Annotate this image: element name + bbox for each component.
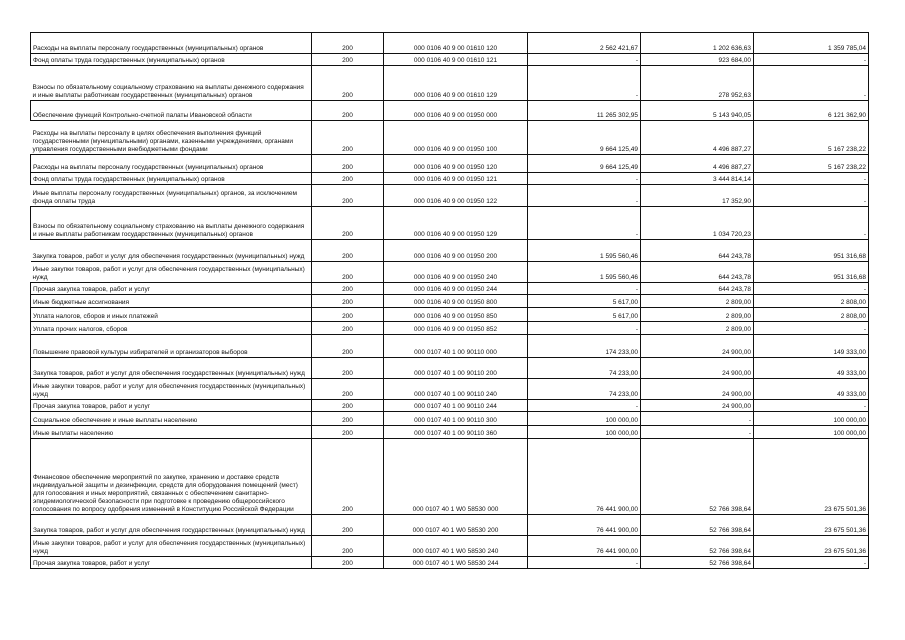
row-unexecuted-amount: 100 000,00 [754,426,869,439]
row-unexecuted-amount: - [754,400,869,412]
table-row [31,557,869,569]
row-executed-amount: 2 809,00 [641,308,754,322]
row-budget-code: 000 0107 40 1 W0 58530 000 [384,439,528,515]
row-executed-amount: 52 766 398,64 [641,439,754,515]
row-line-code: 200 [312,155,384,173]
row-unexecuted-amount: - [754,322,869,335]
row-line-code: 200 [312,207,384,240]
table-row [31,322,869,335]
row-unexecuted-amount: - [754,283,869,295]
row-name: Иные закупки товаров, работ и услуг для обеспечения государственных (муниципальных) нужд [31,379,312,400]
row-approved-amount: 74 233,00 [528,379,641,400]
row-executed-amount: 52 766 398,64 [641,515,754,536]
row-approved-amount: 174 233,00 [528,335,641,358]
row-unexecuted-amount: 23 675 501,36 [754,515,869,536]
table-row [31,121,869,155]
row-unexecuted-amount: - [754,66,869,101]
row-name: Иные выплаты персоналу государственных (муниципальных) органов, за исключением фонда оплаты труда [31,185,312,207]
table-row [31,173,869,185]
budget-execution-table [30,32,869,569]
row-executed-amount: 278 952,63 [641,66,754,101]
row-name: Расходы на выплаты персоналу государственных (муниципальных) органов [31,155,312,173]
row-name: Фонд оплаты труда государственных (муниципальных) органов [31,173,312,185]
row-budget-code: 000 0107 40 1 W0 58530 240 [384,536,528,557]
row-budget-code: 000 0106 40 9 00 01950 121 [384,173,528,185]
row-executed-amount: 24 900,00 [641,335,754,358]
row-executed-amount: 17 352,90 [641,185,754,207]
row-approved-amount: 76 441 900,00 [528,536,641,557]
row-name: Закупка товаров, работ и услуг для обеспечения государственных (муниципальных) нужд [31,358,312,379]
row-name: Фонд оплаты труда государственных (муниципальных) органов [31,54,312,66]
row-line-code: 200 [312,33,384,54]
row-unexecuted-amount: 2 808,00 [754,295,869,308]
row-approved-amount: 11 265 302,95 [528,101,641,121]
row-budget-code: 000 0107 40 1 00 90110 240 [384,379,528,400]
row-line-code: 200 [312,412,384,426]
row-line-code: 200 [312,335,384,358]
row-unexecuted-amount: 951 316,68 [754,262,869,283]
row-budget-code: 000 0106 40 9 00 01950 852 [384,322,528,335]
row-approved-amount: 74 233,00 [528,358,641,379]
row-unexecuted-amount: 23 675 501,36 [754,439,869,515]
row-executed-amount: 644 243,78 [641,240,754,262]
row-budget-code: 000 0107 40 1 00 90110 360 [384,426,528,439]
row-executed-amount: 1 202 636,63 [641,33,754,54]
row-name: Иные закупки товаров, работ и услуг для обеспечения государственных (муниципальных) нужд [31,262,312,283]
row-name: Взносы по обязательному социальному страхованию на выплаты денежного содержания и иные выплаты работникам государственных (муниципальных) органов [31,66,312,101]
row-line-code: 200 [312,66,384,101]
row-budget-code: 000 0106 40 9 00 01950 200 [384,240,528,262]
row-unexecuted-amount: - [754,207,869,240]
row-approved-amount: - [528,185,641,207]
row-approved-amount: 2 562 421,67 [528,33,641,54]
row-budget-code: 000 0107 40 1 00 90110 244 [384,400,528,412]
row-name: Финансовое обеспечение мероприятий по закупке, хранению и доставке средств индивидуальной защиты и дезинфекции, средств для оборудования помещений (мест) для голосования и иных мероприятий, связанных с обеспечением санитарно-эпидемиологической безопасности при подготовке к проведению общероссийского голосования по вопросу одобрения изменений в Конституцию Российской Федерации [31,439,312,515]
row-line-code: 200 [312,295,384,308]
table-row [31,426,869,439]
table-row [31,515,869,536]
row-executed-amount: - [641,412,754,426]
row-unexecuted-amount: - [754,173,869,185]
row-executed-amount: 2 809,00 [641,322,754,335]
row-budget-code: 000 0106 40 9 00 01950 800 [384,295,528,308]
row-name: Уплата налогов, сборов и иных платежей [31,308,312,322]
row-executed-amount: 2 809,00 [641,295,754,308]
table-row [31,185,869,207]
row-approved-amount: - [528,400,641,412]
row-budget-code: 000 0106 40 9 00 01950 122 [384,185,528,207]
row-line-code: 200 [312,557,384,569]
row-budget-code: 000 0107 40 1 00 90110 300 [384,412,528,426]
row-name: Расходы на выплаты персоналу государственных (муниципальных) органов [31,33,312,54]
row-approved-amount: 76 441 900,00 [528,439,641,515]
row-approved-amount: - [528,207,641,240]
row-executed-amount: 5 143 940,05 [641,101,754,121]
row-name: Закупка товаров, работ и услуг для обеспечения государственных (муниципальных) нужд [31,240,312,262]
row-approved-amount: - [528,283,641,295]
row-approved-amount: - [528,54,641,66]
row-unexecuted-amount: 951 316,68 [754,240,869,262]
row-line-code: 200 [312,121,384,155]
row-approved-amount: 100 000,00 [528,412,641,426]
row-approved-amount: 9 664 125,49 [528,155,641,173]
row-unexecuted-amount: 49 333,00 [754,358,869,379]
row-unexecuted-amount: 100 000,00 [754,412,869,426]
row-executed-amount: - [641,426,754,439]
table-row [31,358,869,379]
row-unexecuted-amount: 5 167 238,22 [754,121,869,155]
row-budget-code: 000 0107 40 1 00 90110 200 [384,358,528,379]
row-approved-amount: 100 000,00 [528,426,641,439]
row-line-code: 200 [312,54,384,66]
row-line-code: 200 [312,173,384,185]
row-executed-amount: 52 766 398,64 [641,557,754,569]
row-approved-amount: - [528,173,641,185]
row-executed-amount: 644 243,78 [641,283,754,295]
row-unexecuted-amount: 49 333,00 [754,379,869,400]
row-line-code: 200 [312,358,384,379]
table-row [31,240,869,262]
row-executed-amount: 923 684,00 [641,54,754,66]
row-line-code: 200 [312,426,384,439]
row-approved-amount: 1 595 560,46 [528,262,641,283]
row-executed-amount: 3 444 814,14 [641,173,754,185]
row-name: Прочая закупка товаров, работ и услуг [31,283,312,295]
row-line-code: 200 [312,439,384,515]
row-unexecuted-amount: 1 359 785,04 [754,33,869,54]
table-row [31,66,869,101]
row-name: Расходы на выплаты персоналу в целях обеспечения выполнения функций государственными (муниципальными) органами, казенными учреждениями, органами управления государственными внебюджетными фондами [31,121,312,155]
row-budget-code: 000 0106 40 9 00 01610 129 [384,66,528,101]
row-name: Иные закупки товаров, работ и услуг для обеспечения государственных (муниципальных) нужд [31,536,312,557]
row-executed-amount: 52 766 398,64 [641,536,754,557]
row-approved-amount: - [528,557,641,569]
row-budget-code: 000 0106 40 9 00 01950 244 [384,283,528,295]
row-budget-code: 000 0106 40 9 00 01950 850 [384,308,528,322]
row-executed-amount: 24 900,00 [641,379,754,400]
row-name: Взносы по обязательному социальному страхованию на выплаты денежного содержания и иные выплаты работникам государственных (муниципальных) органов [31,207,312,240]
table-row [31,155,869,173]
row-budget-code: 000 0106 40 9 00 01950 000 [384,101,528,121]
row-name: Закупка товаров, работ и услуг для обеспечения государственных (муниципальных) нужд [31,515,312,536]
table-row [31,335,869,358]
table-row [31,308,869,322]
row-executed-amount: 1 034 720,23 [641,207,754,240]
row-unexecuted-amount: 23 675 501,36 [754,536,869,557]
table-row [31,379,869,400]
row-line-code: 200 [312,515,384,536]
row-approved-amount: - [528,322,641,335]
row-budget-code: 000 0107 40 1 00 90110 000 [384,335,528,358]
row-name: Иные бюджетные ассигнования [31,295,312,308]
table-row [31,536,869,557]
row-approved-amount: 76 441 900,00 [528,515,641,536]
row-name: Прочая закупка товаров, работ и услуг [31,400,312,412]
row-line-code: 200 [312,536,384,557]
table-row [31,295,869,308]
row-unexecuted-amount: - [754,557,869,569]
row-line-code: 200 [312,400,384,412]
row-name: Прочая закупка товаров, работ и услуг [31,557,312,569]
row-name: Повышение правовой культуры избирателей и организаторов выборов [31,335,312,358]
row-budget-code: 000 0106 40 9 00 01950 240 [384,262,528,283]
row-name: Уплата прочих налогов, сборов [31,322,312,335]
row-line-code: 200 [312,240,384,262]
row-budget-code: 000 0106 40 9 00 01950 100 [384,121,528,155]
row-line-code: 200 [312,262,384,283]
row-name: Иные выплаты населению [31,426,312,439]
row-line-code: 200 [312,379,384,400]
row-executed-amount: 24 900,00 [641,358,754,379]
row-budget-code: 000 0106 40 9 00 01610 120 [384,33,528,54]
row-budget-code: 000 0107 40 1 W0 58530 244 [384,557,528,569]
row-approved-amount: - [528,66,641,101]
row-line-code: 200 [312,308,384,322]
row-unexecuted-amount: - [754,185,869,207]
row-line-code: 200 [312,322,384,335]
row-name: Обеспечение функций Контрольно-счетной палаты Ивановской области [31,101,312,121]
row-name: Социальное обеспечение и иные выплаты населению [31,412,312,426]
table-body [31,33,869,569]
row-approved-amount: 5 617,00 [528,295,641,308]
table-row [31,33,869,54]
row-unexecuted-amount: 5 167 238,22 [754,155,869,173]
table-row [31,207,869,240]
row-line-code: 200 [312,185,384,207]
table-row [31,54,869,66]
row-unexecuted-amount: 2 808,00 [754,308,869,322]
row-executed-amount: 4 496 887,27 [641,121,754,155]
row-unexecuted-amount: - [754,54,869,66]
row-unexecuted-amount: 149 333,00 [754,335,869,358]
table-row [31,101,869,121]
table-row [31,412,869,426]
row-budget-code: 000 0106 40 9 00 01610 121 [384,54,528,66]
row-approved-amount: 9 664 125,49 [528,121,641,155]
row-line-code: 200 [312,283,384,295]
table-row [31,283,869,295]
row-executed-amount: 644 243,78 [641,262,754,283]
row-approved-amount: 1 595 560,46 [528,240,641,262]
table-row [31,400,869,412]
row-budget-code: 000 0107 40 1 W0 58530 200 [384,515,528,536]
table-row [31,262,869,283]
row-budget-code: 000 0106 40 9 00 01950 120 [384,155,528,173]
row-executed-amount: 4 496 887,27 [641,155,754,173]
row-approved-amount: 5 617,00 [528,308,641,322]
row-budget-code: 000 0106 40 9 00 01950 129 [384,207,528,240]
table-row [31,439,869,515]
row-executed-amount: 24 900,00 [641,400,754,412]
row-unexecuted-amount: 6 121 362,90 [754,101,869,121]
row-line-code: 200 [312,101,384,121]
